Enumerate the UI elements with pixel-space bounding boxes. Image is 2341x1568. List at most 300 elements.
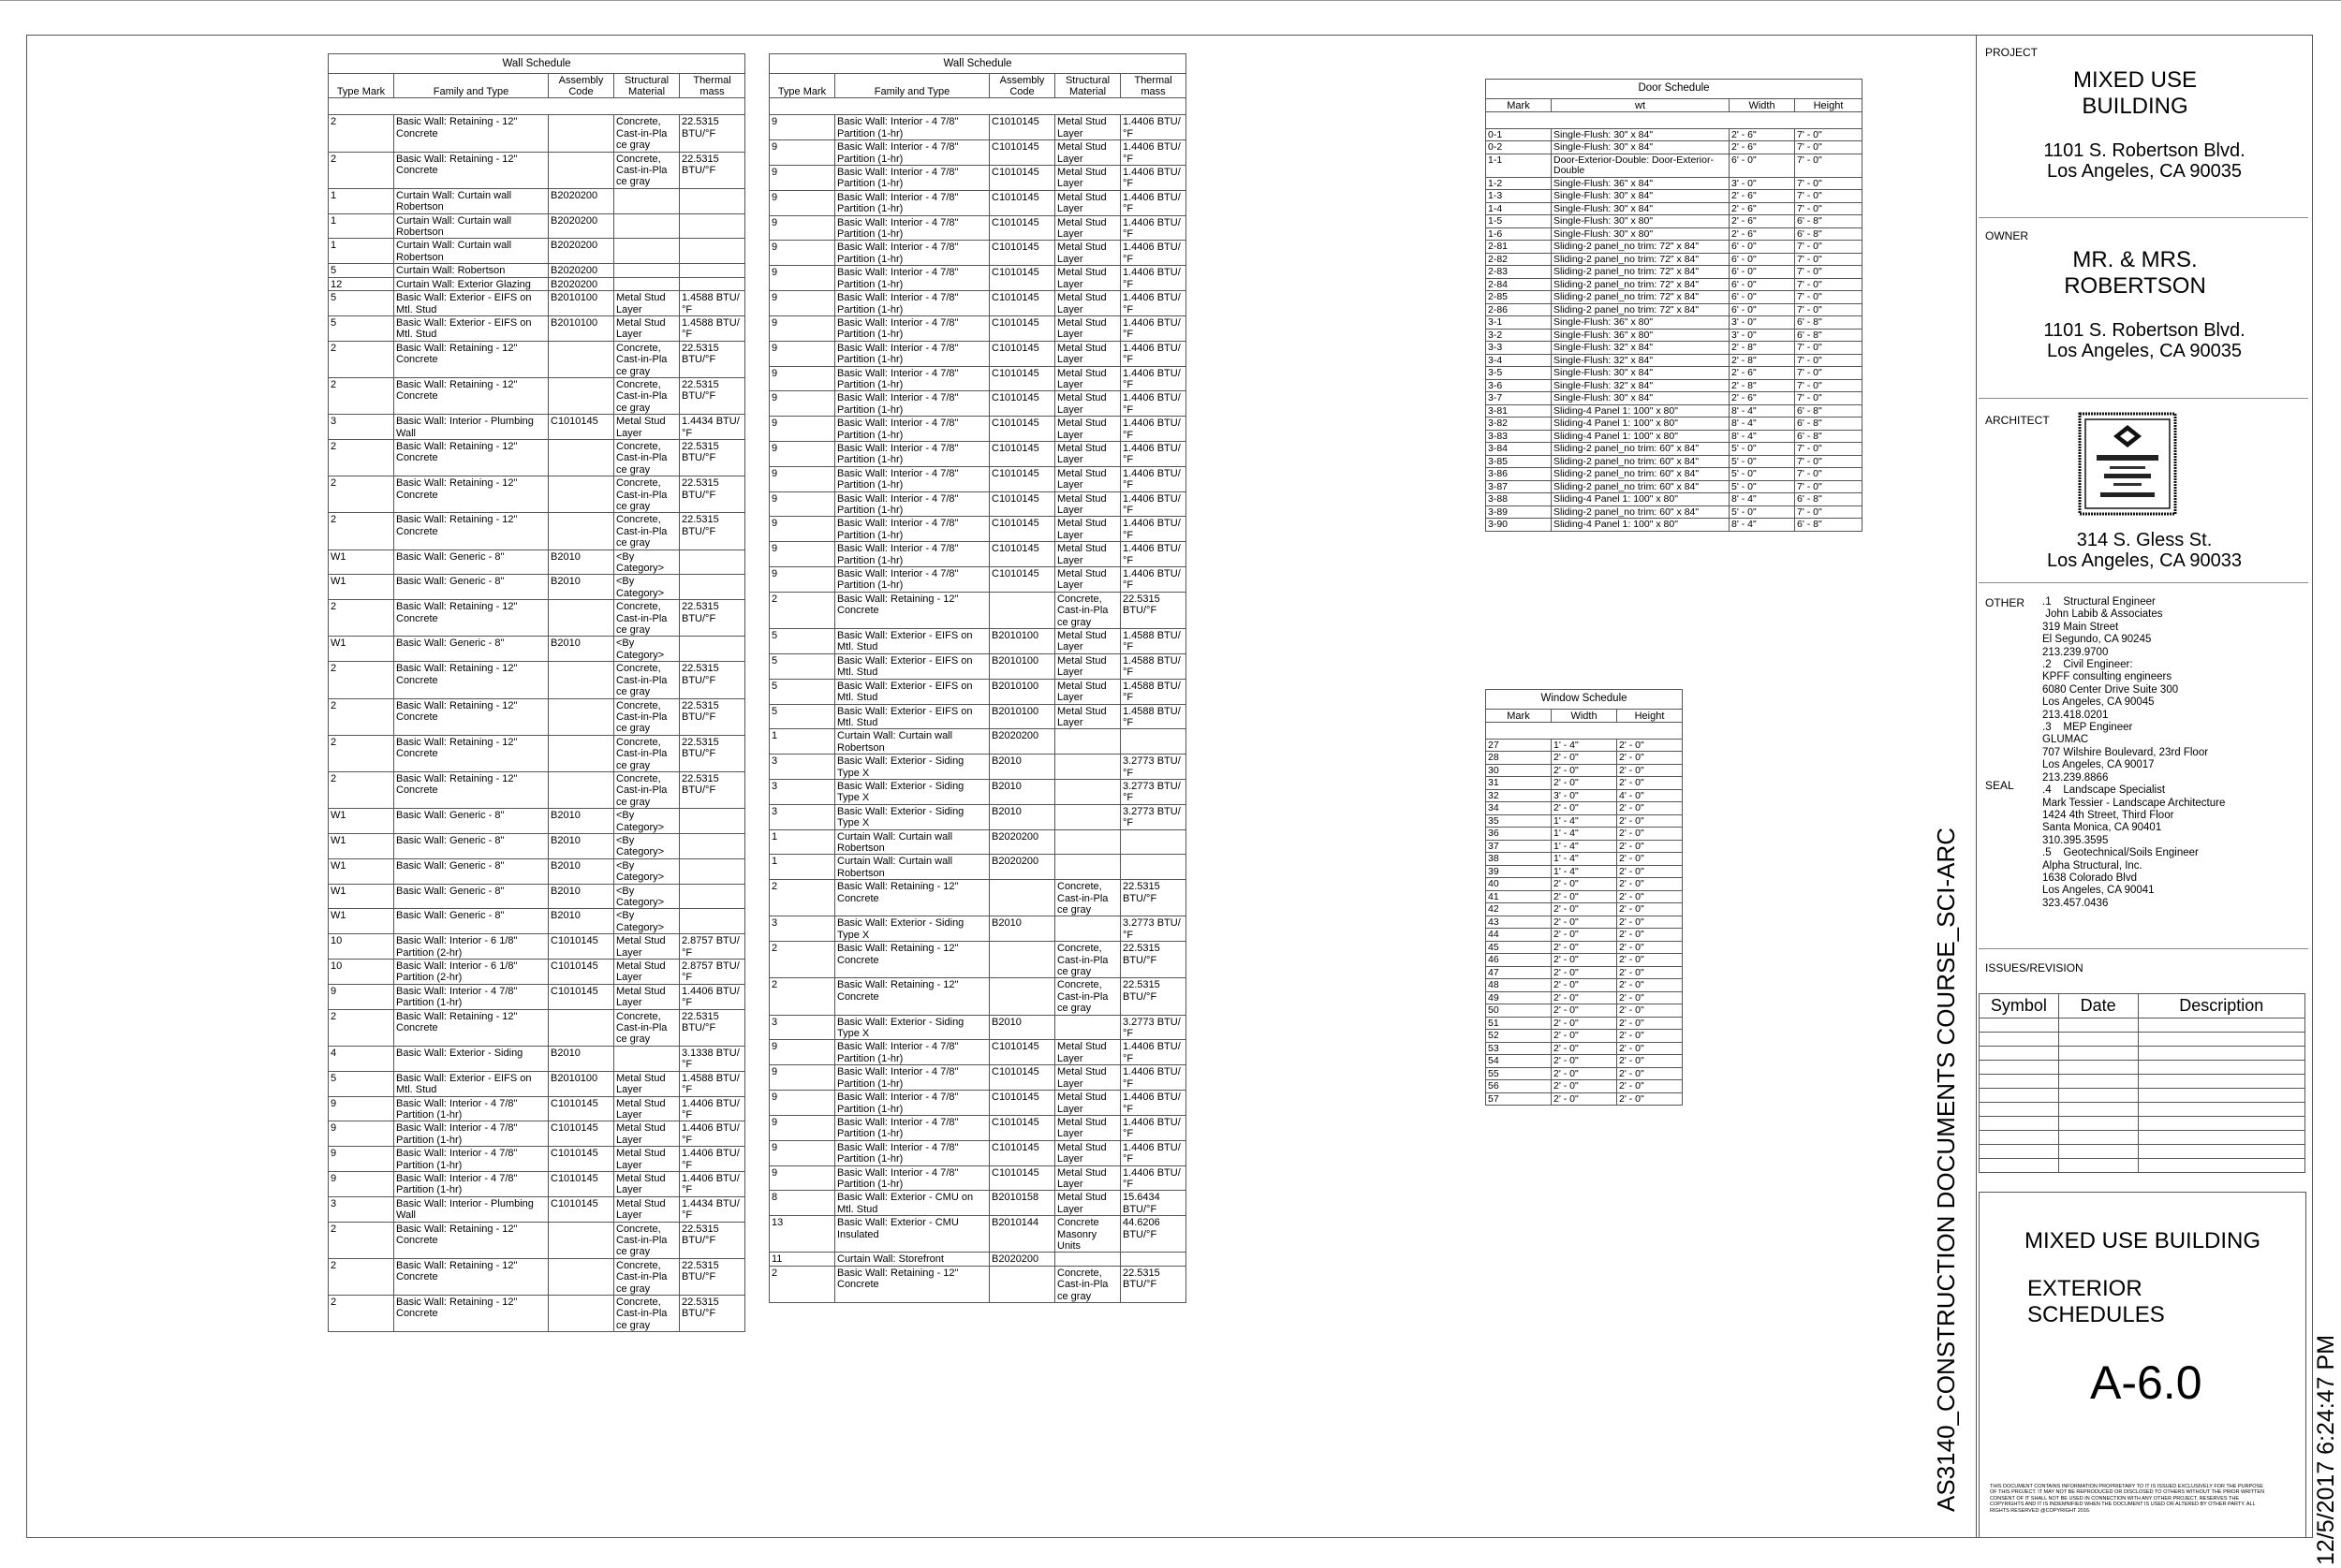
table-cell: 2' - 0" bbox=[1552, 979, 1617, 992]
table-cell: <By Category> bbox=[614, 833, 680, 858]
revision-cell bbox=[2058, 1103, 2138, 1117]
table-cell: 6' - 8" bbox=[1795, 493, 1862, 506]
revision-row bbox=[1980, 1033, 2305, 1047]
table-cell: 9 bbox=[770, 567, 835, 593]
table-row bbox=[329, 1096, 745, 1121]
table-cell: 2' - 0" bbox=[1552, 954, 1617, 967]
table-cell: <By Category> bbox=[614, 909, 680, 934]
table-row bbox=[770, 916, 1186, 942]
table-cell: 2' - 0" bbox=[1552, 1055, 1617, 1068]
table-cell: 3-7 bbox=[1486, 392, 1552, 405]
table-cell: Basic Wall: Interior - 4 7/8" Partition (1-hr) bbox=[835, 215, 990, 241]
revision-cell bbox=[1980, 1075, 2059, 1089]
table-cell: 9 bbox=[770, 417, 835, 442]
table-row bbox=[1486, 519, 1862, 532]
table-cell: Basic Wall: Interior - 4 7/8" Partition (1-hr) bbox=[835, 140, 990, 166]
table-cell: 1.4588 BTU/°F bbox=[1121, 704, 1186, 729]
table-row bbox=[770, 1216, 1186, 1253]
revision-cell bbox=[2058, 1075, 2138, 1089]
table-cell: Concrete, Cast-in-Pla ce gray bbox=[614, 377, 680, 414]
table-row bbox=[770, 140, 1186, 166]
table-row bbox=[770, 391, 1186, 417]
table-cell: Sliding-2 panel_no trim: 72" x 84" bbox=[1552, 253, 1730, 266]
table-cell: Single-Flush: 36" x 80" bbox=[1552, 329, 1730, 342]
table-row bbox=[770, 629, 1186, 654]
table-row bbox=[770, 315, 1186, 341]
other-label: OTHER bbox=[1985, 596, 2024, 609]
table-row bbox=[770, 1266, 1186, 1302]
table-cell: Sliding-4 Panel 1: 100" x 80" bbox=[1552, 404, 1730, 418]
table-cell bbox=[549, 1009, 614, 1046]
table-cell: 1-3 bbox=[1486, 190, 1552, 203]
table-cell: 1' - 4" bbox=[1552, 828, 1617, 841]
table-cell: 2' - 0" bbox=[1617, 840, 1683, 853]
table-cell bbox=[680, 884, 745, 909]
table-cell: 2' - 0" bbox=[1552, 752, 1617, 765]
table-cell: Basic Wall: Retaining - 12" Concrete bbox=[394, 1296, 549, 1332]
table-row bbox=[1486, 367, 1862, 380]
table-cell: 9 bbox=[770, 517, 835, 542]
table-row bbox=[1486, 890, 1683, 903]
table-cell: 2' - 0" bbox=[1617, 1017, 1683, 1030]
table-cell: Curtain Wall: Curtain wall Robertson bbox=[394, 188, 549, 213]
table-cell: 9 bbox=[770, 341, 835, 366]
table-cell: W1 bbox=[329, 833, 394, 858]
rev-header-symbol: Symbol bbox=[1980, 994, 2059, 1018]
table-cell: 1.4406 BTU/°F bbox=[1121, 215, 1186, 241]
table-cell: 2' - 0" bbox=[1617, 814, 1683, 828]
table-cell: 9 bbox=[770, 291, 835, 316]
table-cell: Basic Wall: Interior - Plumbing Wall bbox=[394, 415, 549, 440]
table-cell: B2010 bbox=[549, 575, 614, 600]
table-row bbox=[770, 804, 1186, 829]
table-cell: 1.4406 BTU/°F bbox=[1121, 266, 1186, 291]
table-cell: Basic Wall: Retaining - 12" Concrete bbox=[394, 513, 549, 550]
table-cell: 7' - 0" bbox=[1795, 278, 1862, 291]
table-cell: Concrete, Cast-in-Pla ce gray bbox=[614, 735, 680, 771]
column-header: Width bbox=[1730, 98, 1795, 111]
table-cell bbox=[680, 858, 745, 884]
revision-cell bbox=[2138, 1145, 2304, 1159]
table-cell: 39 bbox=[1486, 865, 1552, 878]
table-cell: 35 bbox=[1486, 814, 1552, 828]
top-rule bbox=[0, 0, 2341, 1]
table-cell: 9 bbox=[770, 491, 835, 517]
table-cell: Concrete Masonry Units bbox=[1055, 1216, 1121, 1253]
table-row bbox=[1486, 1004, 1683, 1018]
table-cell: 3-86 bbox=[1486, 468, 1552, 481]
table-cell: 2' - 0" bbox=[1617, 764, 1683, 777]
table-cell: 9 bbox=[770, 466, 835, 491]
table-cell: 2-82 bbox=[1486, 253, 1552, 266]
revision-row bbox=[1980, 1061, 2305, 1075]
table-cell: 56 bbox=[1486, 1080, 1552, 1093]
table-cell: 2' - 0" bbox=[1617, 916, 1683, 929]
table-cell: 2' - 6" bbox=[1730, 215, 1795, 228]
table-cell: 2 bbox=[329, 1296, 394, 1332]
revision-row bbox=[1980, 1131, 2305, 1145]
table-cell: Concrete, Cast-in-Pla ce gray bbox=[614, 600, 680, 637]
table-cell: Basic Wall: Retaining - 12" Concrete bbox=[394, 115, 549, 152]
table-cell: 2' - 0" bbox=[1617, 828, 1683, 841]
table-cell: Basic Wall: Interior - 4 7/8" Partition (1-hr) bbox=[835, 391, 990, 417]
table-cell: 49 bbox=[1486, 991, 1552, 1004]
table-cell: Basic Wall: Retaining - 12" Concrete bbox=[394, 662, 549, 698]
table-cell: 1 bbox=[770, 829, 835, 855]
table-cell: 22.5315 BTU/°F bbox=[680, 152, 745, 188]
table-row bbox=[329, 1071, 745, 1096]
window-schedule bbox=[1485, 689, 1683, 1106]
table-row bbox=[770, 1165, 1186, 1191]
table-cell bbox=[549, 115, 614, 152]
table-cell: 2.8757 BTU/°F bbox=[680, 934, 745, 960]
table-cell: 8' - 4" bbox=[1730, 430, 1795, 443]
table-row bbox=[1486, 941, 1683, 954]
table-row bbox=[329, 341, 745, 377]
table-cell bbox=[549, 600, 614, 637]
table-cell: Metal Stud Layer bbox=[1055, 366, 1121, 391]
revision-cell bbox=[2058, 1061, 2138, 1075]
table-cell: Metal Stud Layer bbox=[1055, 315, 1121, 341]
table-cell: 1.4406 BTU/°F bbox=[1121, 190, 1186, 215]
table-cell bbox=[1055, 1015, 1121, 1040]
table-cell: 3-90 bbox=[1486, 519, 1552, 532]
table-cell: 9 bbox=[329, 1171, 394, 1196]
table-cell bbox=[1121, 1253, 1186, 1266]
table-row bbox=[770, 1253, 1186, 1266]
table-cell: 6' - 8" bbox=[1795, 329, 1862, 342]
table-row bbox=[1486, 853, 1683, 866]
table-cell: Basic Wall: Interior - 4 7/8" Partition (1-hr) bbox=[835, 417, 990, 442]
table-row bbox=[1486, 329, 1862, 342]
table-cell: B2020200 bbox=[549, 264, 614, 277]
table-cell: 1.4406 BTU/°F bbox=[680, 1096, 745, 1121]
table-cell: 22.5315 BTU/°F bbox=[1121, 942, 1186, 978]
table-cell: B2010100 bbox=[990, 653, 1055, 679]
table-cell bbox=[990, 880, 1055, 916]
revision-cell bbox=[2058, 1145, 2138, 1159]
table-cell: 1.4406 BTU/°F bbox=[1121, 391, 1186, 417]
table-cell: 3' - 0" bbox=[1730, 316, 1795, 330]
table-cell: 7' - 0" bbox=[1795, 468, 1862, 481]
table-cell: Metal Stud Layer bbox=[614, 934, 680, 960]
table-cell: W1 bbox=[329, 884, 394, 909]
table-row bbox=[329, 152, 745, 188]
table-row bbox=[1486, 865, 1683, 878]
table-cell: 51 bbox=[1486, 1017, 1552, 1030]
table-cell: 2' - 6" bbox=[1730, 190, 1795, 203]
table-cell: 2' - 0" bbox=[1552, 941, 1617, 954]
table-cell: W1 bbox=[329, 550, 394, 575]
table-cell: 3-1 bbox=[1486, 316, 1552, 330]
table-cell: Single-Flush: 30" x 84" bbox=[1552, 141, 1730, 154]
table-cell: 2 bbox=[329, 439, 394, 476]
table-cell: 22.5315 BTU/°F bbox=[680, 1296, 745, 1332]
table-cell bbox=[1121, 729, 1186, 755]
table-cell bbox=[680, 239, 745, 264]
table-cell: Concrete, Cast-in-Pla ce gray bbox=[614, 1258, 680, 1295]
table-cell: 3-4 bbox=[1486, 354, 1552, 367]
table-cell: C1010145 bbox=[990, 567, 1055, 593]
table-cell: B2010 bbox=[549, 637, 614, 662]
table-cell: Metal Stud Layer bbox=[1055, 1140, 1121, 1165]
table-cell: Metal Stud Layer bbox=[1055, 190, 1121, 215]
table-cell: B2010 bbox=[549, 550, 614, 575]
table-cell: 1-4 bbox=[1486, 202, 1552, 215]
table-cell bbox=[1121, 855, 1186, 880]
table-cell: 5' - 0" bbox=[1730, 506, 1795, 519]
table-cell: 6' - 8" bbox=[1795, 227, 1862, 241]
table-row bbox=[329, 1171, 745, 1196]
table-cell: 5 bbox=[329, 291, 394, 316]
table-cell: 2 bbox=[329, 662, 394, 698]
table-cell: Basic Wall: Exterior - EIFS on Mtl. Stud bbox=[394, 1071, 549, 1096]
table-cell bbox=[680, 550, 745, 575]
table-cell: C1010145 bbox=[990, 115, 1055, 140]
table-row bbox=[329, 476, 745, 513]
table-cell: B2010 bbox=[549, 858, 614, 884]
table-cell: C1010145 bbox=[990, 491, 1055, 517]
table-cell: 2' - 8" bbox=[1730, 354, 1795, 367]
table-cell: 1.4406 BTU/°F bbox=[1121, 140, 1186, 166]
table-cell: 2' - 0" bbox=[1617, 979, 1683, 992]
table-cell: 1 bbox=[329, 188, 394, 213]
table-cell: 4' - 0" bbox=[1617, 789, 1683, 802]
owner-address-2: Los Angeles, CA 90035 bbox=[2047, 341, 2242, 361]
table-row bbox=[1486, 291, 1862, 304]
table-cell: Sliding-4 Panel 1: 100" x 80" bbox=[1552, 519, 1730, 532]
table-cell: Basic Wall: Retaining - 12" Concrete bbox=[835, 1266, 990, 1302]
table-cell: 7' - 0" bbox=[1795, 141, 1862, 154]
architect-logo bbox=[2076, 410, 2179, 518]
table-cell: 9 bbox=[770, 115, 835, 140]
table-cell: 2' - 0" bbox=[1617, 1004, 1683, 1018]
revision-cell bbox=[1980, 1131, 2059, 1145]
door-schedule bbox=[1485, 79, 1862, 532]
table-cell: 5' - 0" bbox=[1730, 468, 1795, 481]
revision-cell bbox=[1980, 1033, 2059, 1047]
table-row bbox=[1486, 202, 1862, 215]
table-cell: 3 bbox=[770, 1015, 835, 1040]
table-cell: 1.4588 BTU/°F bbox=[680, 291, 745, 316]
table-row bbox=[770, 704, 1186, 729]
table-cell: B2020200 bbox=[549, 277, 614, 290]
table-cell: Curtain Wall: Curtain wall Robertson bbox=[394, 239, 549, 264]
table-cell: 8 bbox=[770, 1191, 835, 1216]
table-row bbox=[1486, 303, 1862, 316]
column-header: Family and Type bbox=[835, 74, 990, 98]
table-cell: 32 bbox=[1486, 789, 1552, 802]
revision-row bbox=[1980, 1075, 2305, 1089]
table-cell: Metal Stud Layer bbox=[1055, 491, 1121, 517]
table-cell: C1010145 bbox=[990, 1040, 1055, 1065]
table-row bbox=[329, 315, 745, 341]
table-cell: 3-81 bbox=[1486, 404, 1552, 418]
revision-cell bbox=[2138, 1103, 2304, 1117]
table-row bbox=[770, 978, 1186, 1015]
table-row bbox=[329, 575, 745, 600]
revision-row bbox=[1980, 1159, 2305, 1173]
table-cell: Concrete, Cast-in-Pla ce gray bbox=[614, 115, 680, 152]
table-cell: B2020200 bbox=[990, 829, 1055, 855]
table-row bbox=[770, 115, 1186, 140]
table-cell: Curtain Wall: Exterior Glazing bbox=[394, 277, 549, 290]
table-cell: Basic Wall: Retaining - 12" Concrete bbox=[835, 942, 990, 978]
table-cell: 7' - 0" bbox=[1795, 443, 1862, 456]
table-cell: Concrete, Cast-in-Pla ce gray bbox=[614, 341, 680, 377]
divider bbox=[1979, 217, 2308, 218]
table-row bbox=[329, 637, 745, 662]
table-cell: W1 bbox=[329, 637, 394, 662]
table-cell: 1' - 4" bbox=[1552, 865, 1617, 878]
table-cell: 7' - 0" bbox=[1795, 291, 1862, 304]
table-cell: C1010145 bbox=[549, 415, 614, 440]
project-address-1: 1101 S. Robertson Blvd. bbox=[2043, 140, 2245, 161]
table-cell: 22.5315 BTU/°F bbox=[680, 1009, 745, 1046]
table-cell: 2' - 0" bbox=[1617, 903, 1683, 916]
architect-address-2: Los Angeles, CA 90033 bbox=[2047, 550, 2242, 571]
table-cell: 43 bbox=[1486, 916, 1552, 929]
revision-row bbox=[1980, 1047, 2305, 1061]
table-cell: 31 bbox=[1486, 777, 1552, 790]
table-cell: <By Category> bbox=[614, 809, 680, 834]
table-cell: Basic Wall: Exterior - EIFS on Mtl. Stud bbox=[835, 704, 990, 729]
table-cell: Basic Wall: Retaining - 12" Concrete bbox=[394, 439, 549, 476]
table-row bbox=[329, 960, 745, 985]
table-row bbox=[1486, 777, 1683, 790]
revision-cell bbox=[2138, 1018, 2304, 1033]
table-cell: 6' - 0" bbox=[1730, 154, 1795, 177]
table-cell: 1-2 bbox=[1486, 177, 1552, 190]
table-cell: Single-Flush: 32" x 84" bbox=[1552, 342, 1730, 355]
table-cell: B2020200 bbox=[990, 729, 1055, 755]
table-row bbox=[1486, 1042, 1683, 1055]
table-cell: Single-Flush: 30" x 84" bbox=[1552, 128, 1730, 141]
table-cell: Sliding-2 panel_no trim: 60" x 84" bbox=[1552, 468, 1730, 481]
table-row bbox=[329, 264, 745, 277]
table-cell bbox=[680, 277, 745, 290]
rev-header-date: Date bbox=[2058, 994, 2138, 1018]
table-cell: 1.4406 BTU/°F bbox=[1121, 291, 1186, 316]
table-cell: Single-Flush: 30" x 80" bbox=[1552, 215, 1730, 228]
table-cell: 2' - 0" bbox=[1552, 802, 1617, 815]
table-cell: Single-Flush: 30" x 84" bbox=[1552, 392, 1730, 405]
table-cell: 3-85 bbox=[1486, 455, 1552, 468]
table-cell: 6' - 8" bbox=[1795, 215, 1862, 228]
table-cell: 1.4406 BTU/°F bbox=[1121, 491, 1186, 517]
table-row bbox=[770, 341, 1186, 366]
table-cell: Metal Stud Layer bbox=[1055, 1091, 1121, 1116]
table-cell: 2' - 0" bbox=[1617, 739, 1683, 752]
table-cell: Single-Flush: 32" x 84" bbox=[1552, 379, 1730, 392]
table-cell: Metal Stud Layer bbox=[1055, 567, 1121, 593]
table-cell: <By Category> bbox=[614, 575, 680, 600]
table-cell: 1' - 4" bbox=[1552, 814, 1617, 828]
table-cell: 5 bbox=[770, 679, 835, 704]
table-cell: Concrete, Cast-in-Pla ce gray bbox=[614, 1296, 680, 1332]
table-cell: 9 bbox=[770, 1140, 835, 1165]
table-cell: 7' - 0" bbox=[1795, 177, 1862, 190]
table-cell: Basic Wall: Retaining - 12" Concrete bbox=[394, 1258, 549, 1295]
table-cell: 2 bbox=[329, 115, 394, 152]
table-cell: 2' - 6" bbox=[1730, 227, 1795, 241]
table-cell: 48 bbox=[1486, 979, 1552, 992]
table-cell: Metal Stud Layer bbox=[1055, 704, 1121, 729]
table-cell: 7' - 0" bbox=[1795, 154, 1862, 177]
table-cell: 22.5315 BTU/°F bbox=[680, 771, 745, 808]
table-row bbox=[1486, 903, 1683, 916]
project-name: MIXED USE BUILDING bbox=[2072, 67, 2198, 119]
table-cell: Concrete, Cast-in-Pla ce gray bbox=[614, 476, 680, 513]
table-cell: Basic Wall: Generic - 8" bbox=[394, 833, 549, 858]
table-cell: 2 bbox=[329, 377, 394, 414]
revision-row bbox=[1980, 1103, 2305, 1117]
table-cell: B2010 bbox=[549, 809, 614, 834]
table-cell: 9 bbox=[770, 1065, 835, 1091]
table-cell: B2010100 bbox=[990, 629, 1055, 654]
table-cell: Basic Wall: Interior - 4 7/8" Partition (1-hr) bbox=[835, 441, 990, 466]
table-cell: B2010158 bbox=[990, 1191, 1055, 1216]
table-cell: 3 bbox=[770, 755, 835, 780]
table-cell: 9 bbox=[770, 241, 835, 266]
table-cell: 55 bbox=[1486, 1067, 1552, 1080]
table-cell bbox=[990, 592, 1055, 628]
table-cell: 7' - 0" bbox=[1795, 241, 1862, 254]
table-row bbox=[1486, 278, 1862, 291]
table-cell: 1.4406 BTU/°F bbox=[1121, 1091, 1186, 1116]
table-row bbox=[770, 1091, 1186, 1116]
table-cell: C1010145 bbox=[549, 934, 614, 960]
table-cell: 22.5315 BTU/°F bbox=[680, 377, 745, 414]
table-row bbox=[329, 909, 745, 934]
table-cell bbox=[1055, 916, 1121, 942]
table-cell: 0-1 bbox=[1486, 128, 1552, 141]
table-row bbox=[770, 241, 1186, 266]
table-cell: Metal Stud Layer bbox=[614, 1196, 680, 1222]
table-row bbox=[1486, 418, 1862, 431]
table-cell: 9 bbox=[770, 1115, 835, 1140]
table-cell: B2010100 bbox=[549, 1071, 614, 1096]
table-cell: Concrete, Cast-in-Pla ce gray bbox=[1055, 592, 1121, 628]
table-row bbox=[1486, 739, 1683, 752]
table-cell: 27 bbox=[1486, 739, 1552, 752]
table-cell: Basic Wall: Exterior - EIFS on Mtl. Stud bbox=[835, 653, 990, 679]
table-row bbox=[329, 377, 745, 414]
table-cell: 2' - 0" bbox=[1552, 966, 1617, 979]
table-cell: Basic Wall: Generic - 8" bbox=[394, 575, 549, 600]
table-row bbox=[770, 291, 1186, 316]
revision-row bbox=[1980, 1145, 2305, 1159]
table-row bbox=[770, 679, 1186, 704]
table-cell: 2' - 0" bbox=[1617, 1030, 1683, 1043]
table-cell: 22.5315 BTU/°F bbox=[680, 600, 745, 637]
owner-name: MR. & MRS. ROBERTSON bbox=[2064, 247, 2206, 299]
table-row bbox=[329, 858, 745, 884]
table-row bbox=[1486, 966, 1683, 979]
table-cell: 3-2 bbox=[1486, 329, 1552, 342]
table-cell: Basic Wall: Interior - 4 7/8" Partition (1-hr) bbox=[835, 366, 990, 391]
table-cell: Concrete, Cast-in-Pla ce gray bbox=[614, 662, 680, 698]
table-cell: 1 bbox=[329, 213, 394, 239]
table-cell: B2010144 bbox=[990, 1216, 1055, 1253]
table-cell: 8' - 4" bbox=[1730, 493, 1795, 506]
table-cell: 2' - 0" bbox=[1617, 752, 1683, 765]
table-cell: 9 bbox=[770, 266, 835, 291]
table-cell bbox=[549, 377, 614, 414]
table-cell: 1.4406 BTU/°F bbox=[1121, 115, 1186, 140]
table-cell: B2010 bbox=[549, 833, 614, 858]
table-cell: 3-6 bbox=[1486, 379, 1552, 392]
